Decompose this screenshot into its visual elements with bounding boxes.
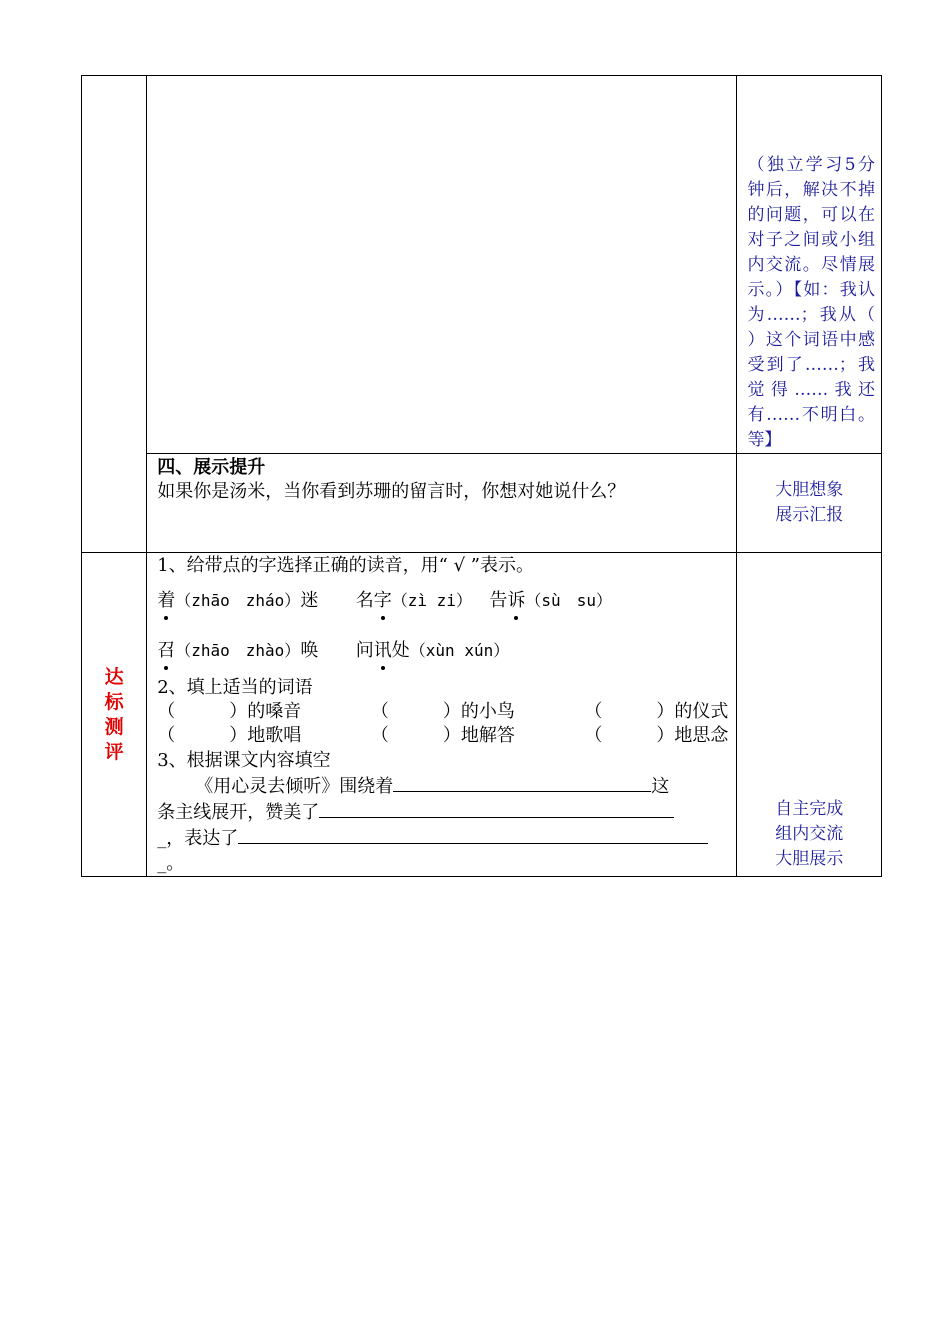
q3-text: 。 [166, 853, 185, 874]
word-suffix: 处 [391, 640, 410, 661]
pinyin-options: （sù su） [525, 591, 612, 610]
label-char: 评 [104, 740, 124, 763]
fill-blank-item: （ ）的小鸟 [370, 701, 515, 722]
word-prefix: 名 [355, 590, 374, 611]
assessment-questions [147, 553, 737, 877]
assessment-label [103, 665, 125, 765]
guide-line: 自主完成 [775, 799, 844, 819]
section-question: 如果你是汤米，当你看到苏珊的留言时，你想对她说什么？ [157, 481, 626, 502]
label-char: 测 [104, 715, 124, 738]
q2-title: 2、填上适当的词语 [157, 677, 313, 698]
guide-note-assessment [737, 553, 882, 877]
lesson-table [81, 75, 909, 877]
q3-title: 3、根据课文内容填空 [157, 750, 331, 771]
q3-text: 条主线展开，赞美了 [157, 802, 320, 823]
q3-line1 [157, 773, 728, 799]
fill-blank-item: （ ）地解答 [370, 725, 515, 746]
q3-line3 [157, 825, 728, 851]
q3-line2 [157, 799, 728, 825]
fill-blank-item: （ ）的嗓音 [157, 701, 302, 722]
fill-blank-item: （ ）地歌唱 [157, 725, 302, 746]
pinyin-options: （zhāo zhào） [175, 641, 301, 660]
q3-text: 《用心灵去倾听》围绕着 [195, 776, 394, 797]
blank-work-area [147, 76, 737, 454]
guide-line: 大胆想象 [775, 480, 844, 500]
answer-blank[interactable] [393, 773, 651, 792]
q3-text: ，表达了 [166, 828, 239, 849]
fill-blank-item: （ ）的仪式 [584, 701, 729, 722]
left-label-empty [82, 76, 147, 553]
dotted-char: 讯 [373, 640, 392, 661]
q1-line2 [157, 638, 728, 663]
word-prefix: 告 [489, 590, 508, 611]
dotted-char: 召 [157, 640, 176, 661]
row-show-improve [82, 454, 882, 553]
assessment-label-cell [82, 553, 147, 877]
guide-note-show [737, 454, 882, 553]
dotted-char: 字 [373, 590, 392, 611]
q1-line1 [157, 588, 728, 613]
label-char: 达 [104, 665, 124, 688]
guide-line: 展示汇报 [775, 505, 844, 525]
pinyin-options: （xùn xún） [409, 641, 510, 660]
row-independent-study [82, 76, 882, 454]
guide-note-study: （独立学习5分钟后，解决不掉的问题，可以在对子之间或小组内交流。尽情展示。）【如：我认为……；我从（ ）这个词语中感受到了……；我觉得……我还有……不明白。等】 [737, 76, 882, 454]
dotted-char: 诉 [507, 590, 526, 611]
q3-text: _ [157, 853, 167, 874]
q1-title: 1、给带点的字选择正确的读音，用“ √ ”表示。 [157, 555, 535, 576]
q2-row [157, 700, 728, 724]
section-heading: 四、展示提升 [157, 457, 266, 478]
word-suffix: 迷 [300, 590, 319, 611]
fill-blank-item: （ ）地思念 [584, 725, 729, 746]
answer-blank[interactable] [238, 825, 708, 844]
q3-line4 [157, 851, 728, 876]
pinyin-options: （zhāo zháo） [175, 591, 301, 610]
q3-text: _ [157, 828, 167, 849]
pinyin-options: （zì zi） [391, 591, 472, 610]
word-prefix: 问 [355, 640, 374, 661]
q2-row [157, 724, 728, 748]
dotted-char: 着 [157, 590, 176, 611]
guide-line: 组内交流 [775, 824, 844, 844]
section-show-improve [147, 454, 737, 553]
label-char: 标 [104, 690, 124, 713]
row-assessment [82, 553, 882, 877]
word-suffix: 唤 [300, 640, 319, 661]
guide-line: 大胆展示 [775, 849, 844, 869]
answer-blank[interactable] [319, 799, 674, 818]
q3-text: 这 [651, 776, 670, 797]
